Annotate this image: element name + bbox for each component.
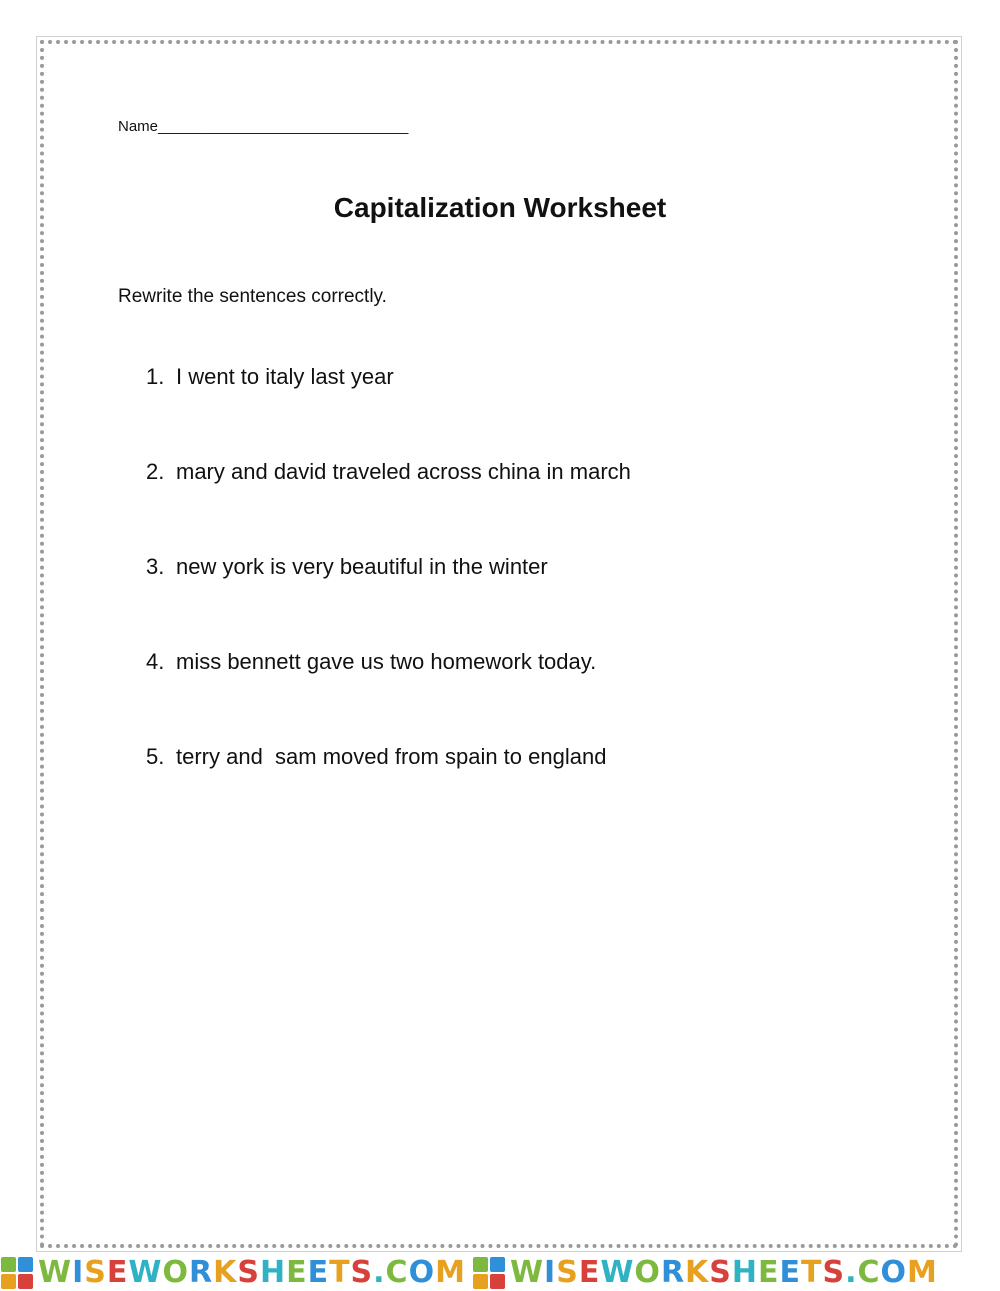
item-number: 2. — [146, 459, 165, 484]
sentence-list — [146, 364, 631, 839]
instructions: Rewrite the sentences correctly. — [118, 286, 387, 307]
list-item — [146, 744, 631, 839]
item-number: 1. — [146, 364, 165, 389]
logo-text: WISEWORKSHEETS.COM — [509, 1255, 938, 1290]
page-title: Capitalization Worksheet — [333, 192, 667, 223]
list-item — [146, 649, 631, 744]
logo-blocks-icon — [0, 1256, 34, 1290]
logo-text: WISEWORKSHEETS.COM — [38, 1255, 466, 1290]
sentence-text: miss bennett gave us two homework today. — [176, 649, 597, 674]
list-item — [146, 459, 631, 554]
sentence-text: I went to italy last year — [176, 364, 394, 389]
logo-blocks-icon — [472, 1256, 506, 1290]
sentence-text: new york is very beautiful in the winter — [176, 554, 548, 579]
item-number: 5. — [146, 744, 165, 769]
name-field: Name______________________________ — [118, 118, 409, 135]
item-number: 3. — [146, 554, 165, 579]
list-item — [146, 554, 631, 649]
sentence-text: terry and sam moved from spain to england — [176, 744, 607, 769]
brand-logo — [472, 1255, 938, 1290]
brand-logo — [0, 1255, 466, 1290]
item-number: 4. — [146, 649, 165, 674]
sentence-text: mary and david traveled across china in march — [176, 459, 631, 484]
footer-banner — [0, 1254, 1000, 1291]
list-item — [146, 364, 631, 459]
